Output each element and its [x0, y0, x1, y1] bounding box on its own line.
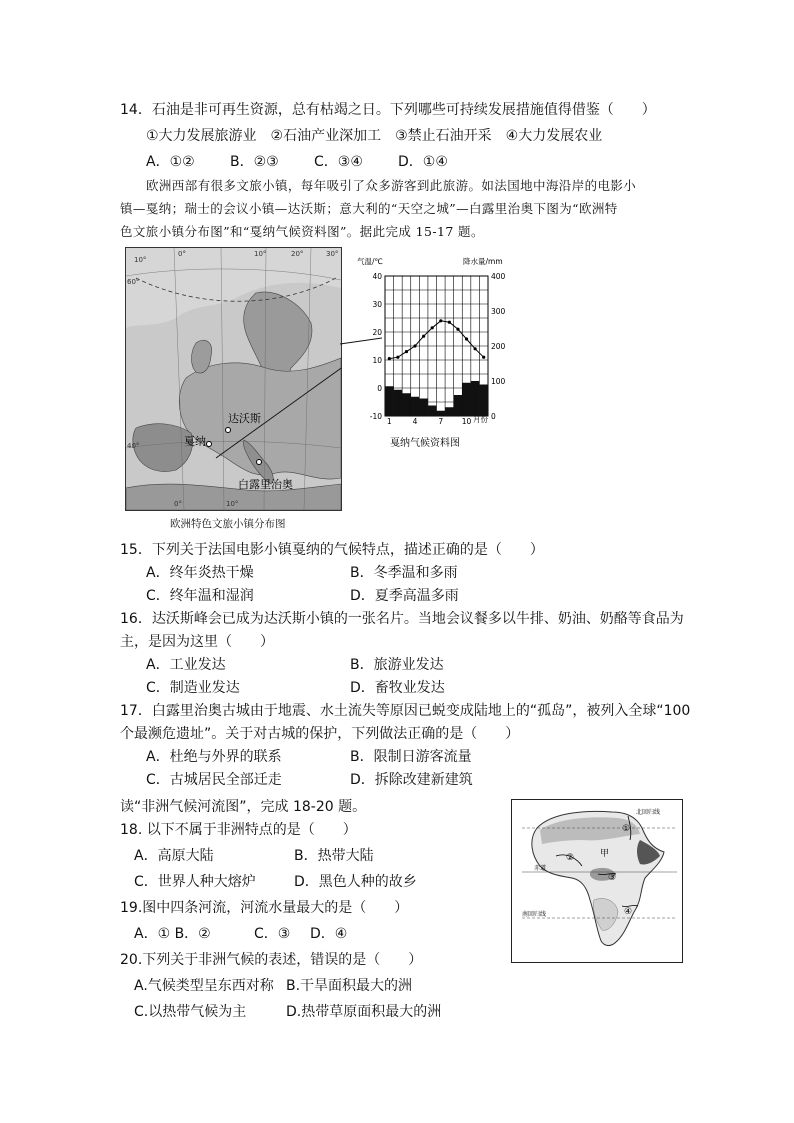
temperature-point [388, 357, 391, 360]
left-tick-label: 30 [372, 300, 382, 309]
temperature-point [405, 350, 408, 353]
chart-xlabel: 月份 [473, 415, 488, 424]
temperature-point [439, 319, 442, 322]
temperature-point [448, 321, 451, 324]
precipitation-bar [445, 407, 454, 416]
temperature-point [456, 328, 459, 331]
precipitation-bar [479, 385, 488, 417]
q17-options-row2 [146, 770, 473, 790]
africa-map-graphic [512, 800, 682, 962]
precipitation-bar [428, 406, 437, 417]
davos-marker [226, 428, 231, 433]
lat-label: 40° [127, 442, 140, 450]
precipitation-bar [411, 397, 420, 416]
q16-option-d[interactable]: D．畜牧业发达 [350, 680, 445, 696]
precipitation-bar [402, 393, 411, 416]
q20-option-a[interactable]: A.气候类型呈东西对称 [134, 978, 274, 994]
q15-option-b[interactable]: B．冬季温和多雨 [350, 565, 458, 581]
river-2-label: ② [566, 853, 575, 863]
europe-map [125, 247, 342, 511]
precipitation-bar [419, 399, 428, 417]
q16-option-c[interactable]: C．制造业发达 [146, 680, 240, 696]
intro-line-1: 欧洲西部有很多文旅小镇，每年吸引了众多游客到此旅游。如法国地中海沿岸的电影小 [146, 178, 637, 193]
q18-options-row1 [134, 846, 374, 866]
q14-option-b[interactable]: B．②③ [230, 154, 279, 170]
precipitation-bar [462, 383, 471, 416]
q17-stem-2: 个最濒危遗址”。关于对古城的保护，下列做法正确的是（ ） [120, 726, 520, 742]
river-4-label: ④ [624, 907, 633, 917]
precipitation-bar [454, 395, 463, 416]
q14-option-a[interactable]: A．①② [146, 154, 195, 170]
precipitation-bar [471, 381, 480, 416]
lon-label: 10° [226, 500, 239, 508]
temperature-point [465, 337, 468, 340]
precipitation-bar [385, 386, 394, 416]
lat-label: 60° [127, 278, 140, 286]
q15-option-d[interactable]: D．夏季高温多雨 [350, 588, 459, 604]
q18-stem: 18. 以下不属于非洲特点的是（ ） [120, 822, 357, 838]
q15-stem: 15．下列关于法国电影小镇戛纳的气候特点，描述正确的是（ ） [120, 542, 544, 558]
q17-option-a[interactable]: A．杜绝与外界的联系 [146, 749, 282, 765]
equator-label: 赤道 [534, 865, 547, 872]
river-1-label: ① [622, 824, 631, 834]
europe-map-graphic [126, 248, 341, 510]
lon-label: 30° [326, 250, 339, 258]
q17-option-b[interactable]: B．限制日游客流量 [350, 749, 472, 765]
q16-stem-1: 16．达沃斯峰会已成为达沃斯小镇的一张名片。当地会议餐多以牛排、奶油、奶酪等食品为 [120, 611, 684, 627]
q18-option-d[interactable]: D．黑色人种的故乡 [294, 874, 417, 890]
jia-label: 甲 [600, 849, 610, 859]
lon-label: 0° [178, 250, 186, 258]
q20-options-row1 [134, 976, 412, 996]
q19-option-d[interactable]: D．④ [310, 926, 348, 942]
precipitation-bar [394, 390, 403, 416]
left-tick-label: 0 [377, 384, 382, 393]
q15-options-row2 [146, 586, 459, 606]
davos-label: 达沃斯 [228, 412, 261, 425]
left-tick-label: 10 [372, 356, 382, 365]
europe-map-caption: 欧洲特色文旅小镇分布图 [170, 518, 286, 530]
right-tick-label: 200 [491, 342, 506, 351]
q14-option-d[interactable]: D．①④ [398, 154, 448, 170]
intro-africa: 读“非洲气候河流图”，完成 18-20 题。 [120, 799, 367, 815]
temperature-point [474, 347, 477, 350]
q20-options-row2 [134, 1002, 441, 1022]
q15-options-row1 [146, 563, 458, 583]
q15-option-c[interactable]: C．终年温和湿润 [146, 588, 254, 604]
left-tick-label: -10 [369, 412, 382, 421]
lon-label: 0° [174, 500, 182, 508]
chart-title: 戛纳气候资料图 [390, 438, 460, 449]
temperature-point [396, 356, 399, 359]
temperature-point [482, 356, 485, 359]
chart-ylabel-right: 降水量/mm [463, 257, 503, 266]
right-tick-label: 300 [491, 307, 506, 316]
q14-items: ①大力发展旅游业 ②石油产业深加工 ③禁止石油开采 ④大力发展农业 [146, 128, 603, 144]
cannes-label: 戛纳 [184, 435, 206, 448]
q17-stem-1: 17．白露里治奥古城由于地震、水土流失等原因已蜕变成陆地上的“孤岛”，被列入全球“100 [120, 703, 691, 719]
q16-stem-2: 主，是因为这里（ ） [120, 634, 274, 650]
south-tropic-label: 南回归线 [522, 911, 547, 918]
q16-option-a[interactable]: A．工业发达 [146, 657, 226, 673]
q15-option-a[interactable]: A．终年炎热干燥 [146, 565, 254, 581]
intro-line-2: 镇—戛纳；瑞士的会议小镇—达沃斯；意大利的“天空之城”—白露里治奥下图为“欧洲特 [120, 201, 618, 216]
bagnoregio-marker [257, 460, 262, 465]
temperature-point [431, 326, 434, 329]
lon-label: 20° [291, 250, 304, 258]
q17-option-d[interactable]: D．拆除改建新建筑 [350, 772, 473, 788]
cannes-climate-chart [355, 256, 520, 452]
cannes-marker [207, 442, 212, 447]
lon-label: 10° [134, 256, 147, 264]
temperature-point [422, 335, 425, 338]
q16-option-b[interactable]: B．旅游业发达 [350, 657, 444, 673]
right-tick-label: 100 [491, 377, 506, 386]
q20-option-b[interactable]: B.干旱面积最大的洲 [286, 978, 413, 994]
q14-stem: 14．石油是非可再生资源，总有枯竭之日。下列哪些可持续发展措施值得借鉴（ ） [120, 102, 656, 118]
q17-options-row1 [146, 747, 472, 767]
precipitation-bar [437, 411, 446, 416]
q19-option-c[interactable]: C．③ [254, 926, 291, 942]
q16-options-row1 [146, 655, 444, 675]
q19-option-ab[interactable]: A．① B．② [134, 926, 211, 942]
africa-map [511, 799, 683, 963]
intro-line-3: 色文旅小镇分布图”和“戛纳气候资料图”。据此完成 15-17 题。 [120, 224, 484, 239]
q14-options [146, 152, 482, 172]
left-tick-label: 40 [372, 272, 382, 281]
q20-option-d[interactable]: D.热带草原面积最大的洲 [286, 1004, 442, 1020]
lon-label: 10° [254, 250, 267, 258]
q18-option-c[interactable]: C．世界人种大熔炉 [134, 874, 256, 890]
q19-stem: 19.图中四条河流，河流水量最大的是（ ） [120, 900, 409, 916]
temperature-point [413, 344, 416, 347]
q20-stem: 20.下列关于非洲气候的表述，错误的是（ ） [120, 952, 423, 968]
q19-options [134, 924, 347, 944]
q17-option-c[interactable]: C．古城居民全部迁走 [146, 772, 282, 788]
x-tick-label: 1 [386, 417, 392, 426]
chart-ylabel-left: 气温/℃ [357, 257, 383, 266]
north-tropic-label: 北回归线 [636, 809, 661, 816]
x-tick-label: 10 [461, 417, 472, 426]
x-tick-label: 4 [412, 417, 418, 426]
right-tick-label: 400 [491, 272, 506, 281]
river-3-label: ③ [608, 873, 617, 883]
q16-options-row2 [146, 678, 445, 698]
x-tick-label: 7 [438, 417, 444, 426]
q18-option-a[interactable]: A．高原大陆 [134, 848, 214, 864]
q18-option-b[interactable]: B．热带大陆 [294, 848, 374, 864]
bagnoregio-label: 白露里治奥 [238, 478, 293, 491]
left-tick-label: 20 [372, 328, 382, 337]
q20-option-c[interactable]: C.以热带气候为主 [134, 1004, 247, 1020]
q18-options-row2 [134, 872, 417, 892]
q14-option-c[interactable]: C．③④ [314, 154, 363, 170]
right-tick-label: 0 [491, 412, 496, 421]
